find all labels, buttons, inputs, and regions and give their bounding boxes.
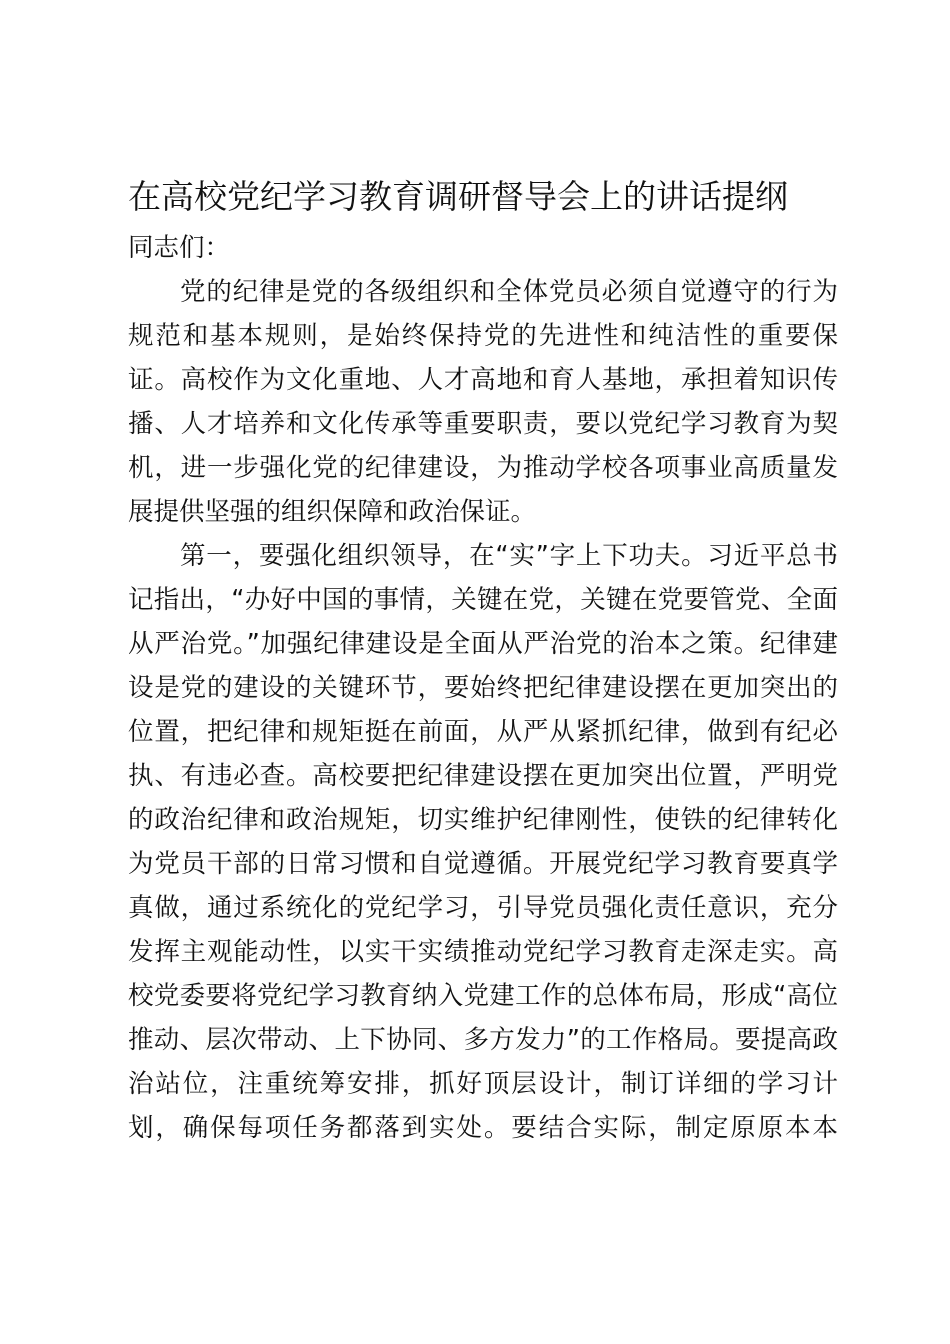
paragraph-line: 展提供坚强的组织保障和政治保证。 [128, 497, 537, 527]
paragraph-line: 真做，通过系统化的党纪学习，引导党员强化责任意识，充分 [128, 893, 838, 923]
paragraph-line: 播、人才培养和文化传承等重要职责，要以党纪学习教育为契 [128, 409, 838, 439]
paragraph-line: 执、有违必查。高校要把纪律建设摆在更加突出位置，严明党 [128, 761, 838, 791]
paragraph-line: 党的纪律是党的各级组织和全体党员必须自觉遵守的行为 [180, 277, 838, 307]
paragraph-line: 校党委要将党纪学习教育纳入党建工作的总体布局，形成“高位 [128, 981, 838, 1011]
salutation: 同志们： [128, 233, 231, 263]
paragraph-line: 推动、层次带动、上下协同、多方发力”的工作格局。要提高政 [128, 1025, 838, 1055]
paragraph-line: 划，确保每项任务都落到实处。要结合实际，制定原原本本 [128, 1113, 838, 1143]
document-title: 在高校党纪学习教育调研督导会上的讲话提纲 [128, 177, 788, 216]
paragraph-line: 机，进一步强化党的纪律建设，为推动学校各项事业高质量发 [128, 453, 838, 483]
paragraph-line: 第一，要强化组织领导，在“实”字上下功夫。习近平总书 [180, 541, 838, 571]
paragraph-line: 记指出，“办好中国的事情，关键在党，关键在党要管党、全面 [128, 585, 838, 615]
paragraph-line: 从严治党。”加强纪律建设是全面从严治党的治本之策。纪律建 [128, 629, 838, 659]
paragraph-line: 的政治纪律和政治规矩，切实维护纪律刚性，使铁的纪律转化 [128, 805, 838, 835]
paragraph-line: 为党员干部的日常习惯和自觉遵循。开展党纪学习教育要真学 [128, 849, 838, 879]
paragraph-line: 证。高校作为文化重地、人才高地和育人基地，承担着知识传 [128, 365, 838, 395]
paragraph-line: 设是党的建设的关键环节，要始终把纪律建设摆在更加突出的 [128, 673, 838, 703]
paragraph-line: 位置，把纪律和规矩挺在前面，从严从紧抓纪律，做到有纪必 [128, 717, 838, 747]
paragraph-line: 发挥主观能动性，以实干实绩推动党纪学习教育走深走实。高 [128, 937, 838, 967]
paragraph-line: 治站位，注重统筹安排，抓好顶层设计，制订详细的学习计 [128, 1069, 838, 1099]
paragraph-line: 规范和基本规则，是始终保持党的先进性和纯洁性的重要保 [128, 321, 838, 351]
